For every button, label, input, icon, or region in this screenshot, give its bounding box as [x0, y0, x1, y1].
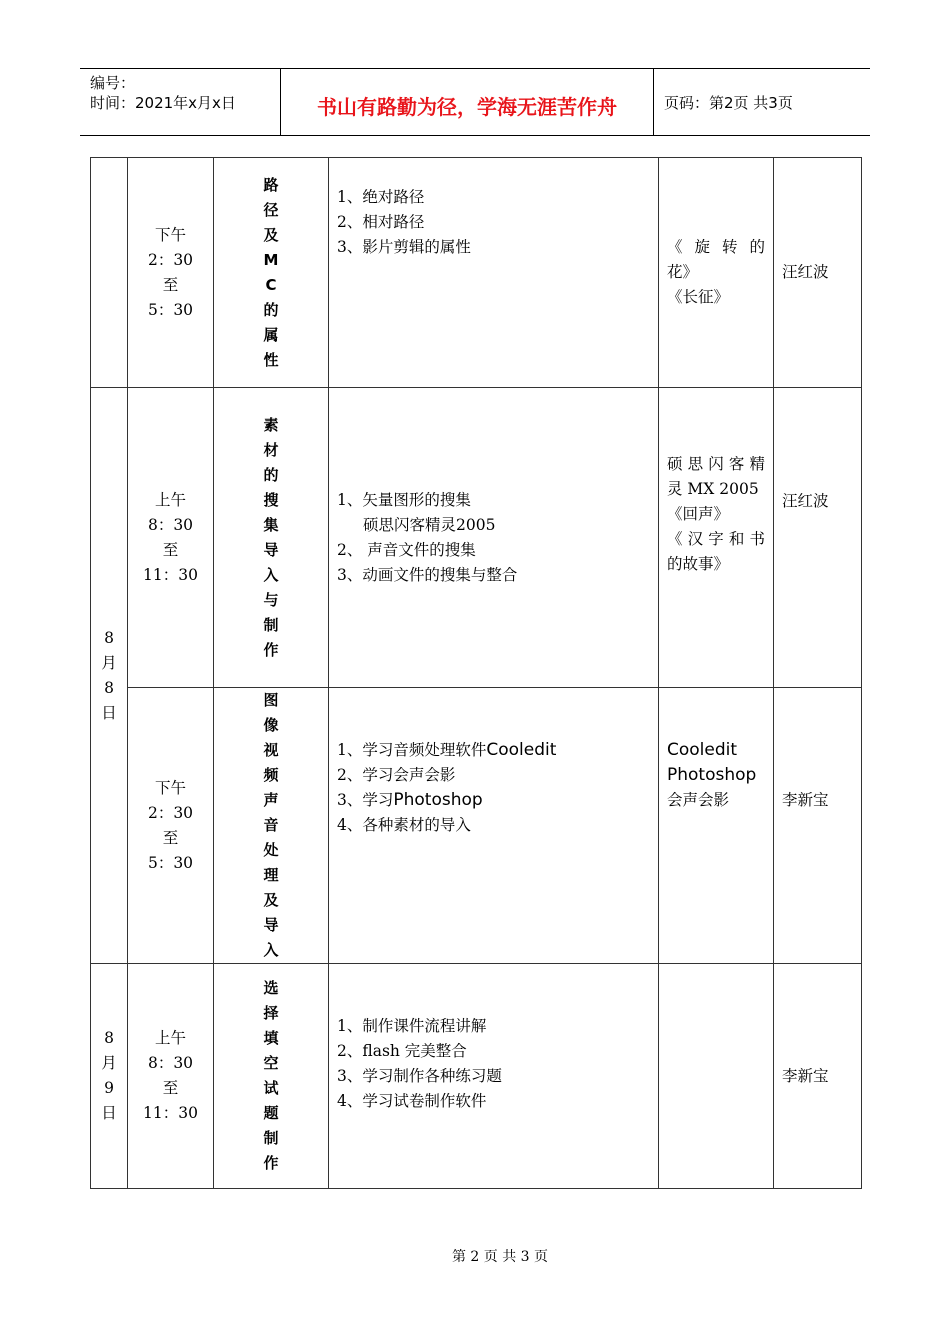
topic-char: 入 — [263, 565, 279, 584]
case-line: 《回声》 — [667, 505, 730, 523]
table-row — [91, 158, 862, 388]
topic-char: 与 — [263, 590, 279, 609]
time-line: 8：30 — [147, 1054, 194, 1072]
content-text: 4、各种素材的导入 — [337, 816, 471, 834]
topic-char: 素 — [263, 415, 279, 434]
software-name: Photoshop — [393, 790, 483, 810]
time-line: 至 — [162, 828, 179, 847]
case-line: 《 旋 转 的 — [667, 238, 765, 256]
topic-char: 搜 — [263, 490, 279, 509]
teacher-cell: 汪红波 — [774, 388, 862, 688]
case-line: 会声会影 — [667, 791, 730, 809]
time-line: 2：30 — [147, 250, 194, 269]
time-label: 时间：2021年x月x日 — [90, 94, 236, 112]
case-cell — [659, 388, 774, 688]
topic-cell — [214, 964, 329, 1189]
date-char: 9 — [104, 1079, 114, 1097]
topic-char: 的 — [263, 465, 279, 484]
teacher-cell: 汪红波 — [774, 158, 862, 388]
time-line: 5：30 — [147, 300, 194, 319]
date-cell — [91, 158, 128, 388]
case-line: 硕 思 闪 客 精 — [667, 455, 765, 473]
topic-char: 集 — [263, 515, 279, 534]
date-cell — [91, 388, 128, 964]
time-line: 5：30 — [147, 853, 194, 872]
topic-char: 填 — [263, 1029, 279, 1047]
content-line: 1、矢量图形的搜集 — [337, 490, 471, 509]
date-char: 日 — [101, 703, 117, 722]
time-cell — [128, 964, 214, 1189]
content-cell — [329, 158, 659, 388]
time-cell — [128, 688, 214, 964]
topic-char: 理 — [263, 866, 279, 884]
time-cell — [128, 388, 214, 688]
time-line: 至 — [162, 275, 179, 294]
content-line: 2、 声音文件的搜集 — [337, 540, 476, 559]
table-row — [91, 964, 862, 1189]
content-cell — [329, 388, 659, 688]
date-char: 日 — [101, 1104, 117, 1122]
table-row — [91, 388, 862, 688]
page-footer: 第 2 页 共 3 页 — [451, 1249, 549, 1265]
time-line: 11：30 — [143, 565, 198, 584]
time-line: 上午 — [154, 490, 186, 509]
header-page-label: 页码：第2页 共3页 — [664, 93, 793, 112]
topic-char: 制 — [263, 615, 279, 634]
topic-cell — [214, 158, 329, 388]
content-line: 3、学习制作各种练习题 — [337, 1067, 502, 1085]
content-line: 4、学习试卷制作软件 — [337, 1092, 487, 1110]
topic-char: 图 — [263, 691, 279, 709]
case-line: 《长征》 — [667, 288, 730, 306]
content-text: 3、学习 — [337, 791, 394, 809]
table-row — [91, 688, 862, 964]
header-motto: 书山有路勤为径，学海无涯苦作舟 — [281, 69, 654, 135]
teacher-cell: 李新宝 — [774, 964, 862, 1189]
topic-char: 试 — [263, 1079, 279, 1097]
topic-char: 处 — [263, 841, 279, 859]
topic-char: 性 — [263, 350, 279, 369]
topic-cell — [214, 388, 329, 688]
content-line — [337, 738, 658, 763]
topic-char: 导 — [263, 540, 279, 559]
content-cell — [329, 688, 659, 964]
topic-char: 视 — [263, 741, 279, 759]
topic-cell — [214, 688, 329, 964]
time-line: 至 — [162, 540, 179, 559]
case-line: 花》 — [667, 263, 699, 281]
date-char: 月 — [101, 1054, 117, 1072]
case-line: Photoshop — [667, 765, 757, 785]
topic-char: 入 — [263, 941, 279, 959]
content-line — [337, 788, 658, 813]
content-line: 3、影片剪辑的属性 — [337, 238, 471, 256]
time-cell — [128, 158, 214, 388]
number-label: 编号： — [90, 74, 136, 92]
topic-char: 径 — [263, 200, 279, 219]
date-char: 8 — [104, 1029, 114, 1047]
page-header — [80, 68, 870, 136]
time-line: 2：30 — [147, 803, 194, 822]
topic-char: 及 — [263, 891, 279, 909]
teacher-cell: 李新宝 — [774, 688, 862, 964]
topic-char: 导 — [263, 916, 279, 934]
topic-char: 音 — [263, 816, 279, 834]
topic-char: 选 — [263, 979, 279, 997]
date-char: 8 — [104, 678, 114, 697]
time-line: 至 — [162, 1079, 179, 1097]
software-name: Cooledit — [486, 740, 557, 760]
time-line: 8：30 — [147, 515, 194, 534]
case-line: 《 汉 字 和 书 — [667, 530, 765, 548]
case-cell — [659, 964, 774, 1189]
topic-char: 题 — [263, 1104, 279, 1122]
content-line — [337, 813, 658, 838]
content-line: 硕思闪客精灵2005 — [363, 515, 496, 534]
content-cell — [329, 964, 659, 1189]
date-char: 8 — [104, 628, 114, 647]
header-meta — [80, 69, 281, 135]
content-line: 2、flash 完美整合 — [337, 1042, 467, 1060]
topic-char: 作 — [263, 1154, 279, 1172]
topic-char: 的 — [263, 300, 279, 319]
case-line: 的故事》 — [667, 555, 730, 573]
content-text: 1、学习音频处理软件 — [337, 741, 487, 759]
case-cell — [659, 158, 774, 388]
topic-char: 空 — [263, 1054, 279, 1072]
time-line: 上午 — [154, 1029, 186, 1047]
time-line: 11：30 — [143, 1104, 198, 1122]
content-text: 2、学习会声会影 — [337, 766, 456, 784]
topic-char: 路 — [263, 175, 279, 194]
time-line: 下午 — [154, 225, 186, 244]
date-char: 月 — [101, 653, 117, 672]
content-line: 1、制作课件流程讲解 — [337, 1017, 487, 1035]
schedule-table — [90, 157, 862, 1189]
topic-char: 属 — [263, 325, 279, 344]
topic-char: 声 — [263, 791, 279, 809]
topic-char: 材 — [263, 440, 279, 459]
content-line: 1、绝对路径 — [337, 188, 425, 206]
topic-char: 及 — [263, 225, 279, 244]
topic-char: C — [265, 275, 277, 294]
topic-char: 频 — [263, 766, 279, 784]
topic-char: 制 — [263, 1129, 279, 1147]
topic-char: 择 — [263, 1004, 279, 1022]
topic-char: 像 — [263, 716, 279, 734]
case-cell — [659, 688, 774, 964]
case-line: Cooledit — [667, 740, 738, 760]
content-line: 2、相对路径 — [337, 213, 425, 231]
content-line — [337, 763, 658, 788]
case-line: 灵 MX 2005 — [667, 480, 759, 498]
date-cell — [91, 964, 128, 1189]
topic-char: 作 — [263, 640, 279, 659]
topic-char: M — [263, 250, 279, 269]
time-line: 下午 — [154, 778, 186, 797]
content-line: 3、动画文件的搜集与整合 — [337, 565, 518, 584]
